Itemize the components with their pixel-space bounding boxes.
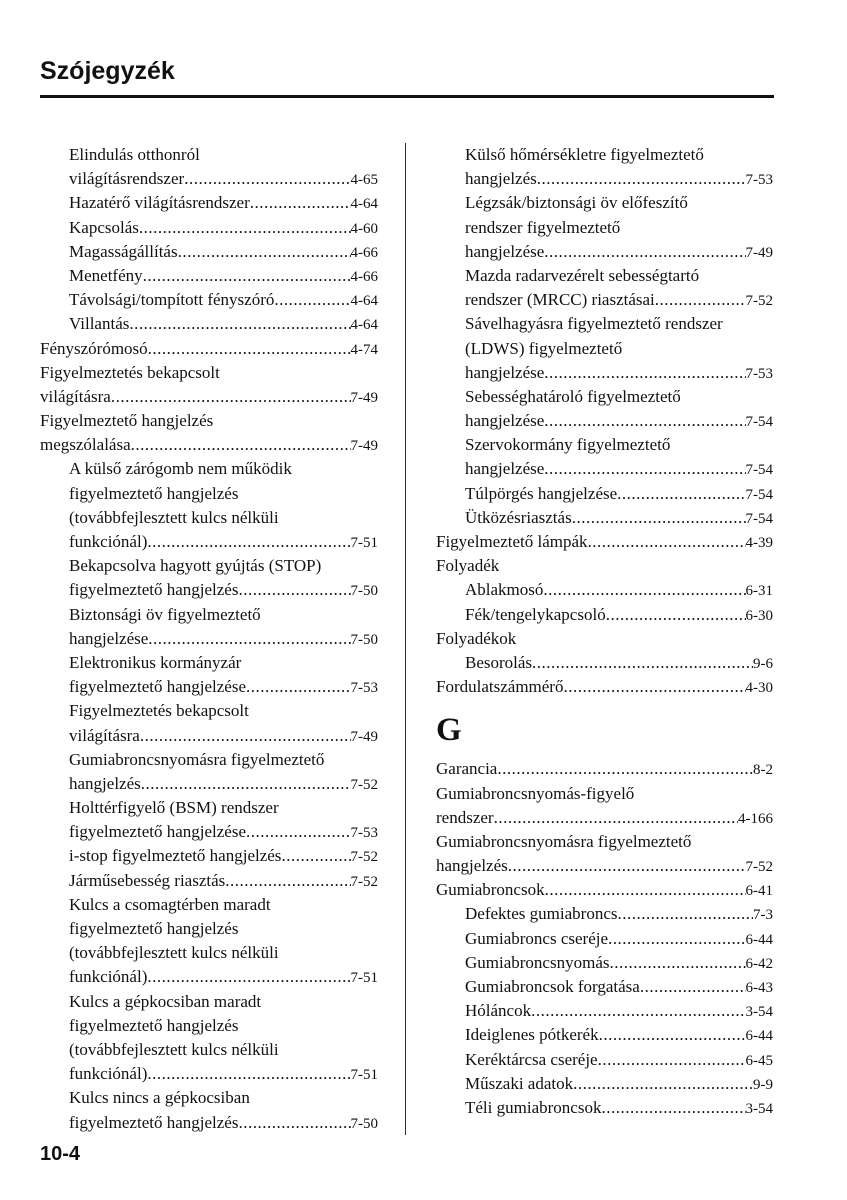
index-page-ref: 7-49 xyxy=(350,389,378,406)
index-page-ref: 8-2 xyxy=(753,762,773,779)
index-entry xyxy=(40,264,378,288)
dot-leader xyxy=(537,167,746,191)
index-entry-label: Fék/tengelykapcsoló xyxy=(465,604,606,624)
index-entry-label: figyelmeztető hangjelzés xyxy=(69,580,239,600)
index-entry-label: hangjelzése xyxy=(465,362,545,382)
index-page-ref: 7-49 xyxy=(350,438,378,455)
index-page-ref: 6-41 xyxy=(745,883,773,900)
index-page-ref: 7-51 xyxy=(350,970,378,987)
dot-leader xyxy=(129,312,350,336)
dot-leader xyxy=(147,1062,350,1086)
dot-leader xyxy=(598,1048,746,1072)
index-entry xyxy=(40,240,378,264)
index-page-ref: 7-49 xyxy=(745,244,773,261)
index-entry-line: figyelmeztető hangjelzés xyxy=(69,483,239,503)
index-entry xyxy=(436,806,773,830)
index-entry xyxy=(436,457,773,481)
index-entry xyxy=(436,675,773,699)
index-page-ref: 3-54 xyxy=(745,1100,773,1117)
index-entry-line: rendszer figyelmeztető xyxy=(465,217,621,237)
dot-leader xyxy=(608,927,745,951)
index-entry-label: rendszer xyxy=(436,807,494,827)
index-page-ref: 6-43 xyxy=(745,980,773,996)
dot-leader xyxy=(572,506,746,530)
index-entry-label: hangjelzés xyxy=(69,773,141,793)
index-entry xyxy=(436,506,773,530)
index-entry xyxy=(436,757,773,781)
index-entry-label: Besorolás xyxy=(465,652,533,672)
dot-leader xyxy=(545,878,746,902)
index-page-ref: 7-50 xyxy=(350,1115,378,1132)
section-letter: G xyxy=(436,712,462,749)
index-entry-line: Külső hőmérsékletre figyelmeztető xyxy=(465,145,704,164)
dot-leader xyxy=(147,530,350,554)
dot-leader xyxy=(544,361,745,385)
index-page-ref: 4-74 xyxy=(350,341,378,358)
index-entry xyxy=(436,902,773,926)
index-entry-label: Garancia xyxy=(436,759,498,779)
index-entry-label: funkciónál) xyxy=(69,967,148,987)
index-entry xyxy=(436,927,773,951)
dot-leader xyxy=(544,457,745,481)
dot-leader xyxy=(131,433,351,457)
dot-leader xyxy=(573,1072,753,1096)
index-page-ref: 4-64 xyxy=(350,317,378,334)
index-page-ref: 4-64 xyxy=(350,196,378,213)
index-entry-line: Légzsák/biztonsági öv előfeszítő xyxy=(465,193,688,213)
index-page-ref: 6-45 xyxy=(745,1052,773,1069)
index-page-ref: 3-54 xyxy=(745,1004,773,1021)
dot-leader xyxy=(225,869,350,893)
index-entry xyxy=(436,288,773,312)
dot-leader xyxy=(141,772,351,796)
index-entry xyxy=(40,578,378,602)
index-page-ref: 7-51 xyxy=(350,1067,378,1084)
index-entry xyxy=(436,167,773,191)
index-entry-line: Kulcs a gépkocsiban maradt xyxy=(69,991,262,1011)
index-entry-label: Villantás xyxy=(69,314,130,334)
index-entry xyxy=(436,651,773,675)
index-page-ref: 4-60 xyxy=(350,220,378,237)
index-page-ref: 6-44 xyxy=(745,931,773,948)
index-entry-label: Távolsági/tompított fényszóró xyxy=(69,290,275,310)
index-page-ref: 7-53 xyxy=(745,172,773,189)
index-entry xyxy=(436,361,773,385)
index-entry-label: hangjelzése xyxy=(465,241,545,261)
dot-leader xyxy=(606,603,746,627)
index-entry xyxy=(40,844,378,868)
index-page-ref: 6-31 xyxy=(745,583,773,600)
dot-leader xyxy=(601,1096,745,1120)
dot-leader xyxy=(544,409,745,433)
index-entry-label: Ideiglenes pótkerék xyxy=(465,1025,599,1045)
index-entry xyxy=(436,1096,773,1120)
index-entry xyxy=(40,312,378,336)
index-column-left xyxy=(40,143,378,1135)
index-entry-label: világításrendszer xyxy=(69,169,185,189)
index-entry-label: Ütközésriasztás xyxy=(465,507,572,527)
index-entry-label: Keréktárcsa cseréje xyxy=(465,1049,598,1069)
index-entry-line: Kulcs a csomagtérben maradt xyxy=(69,894,271,914)
index-entry-label: hangjelzése xyxy=(465,411,545,431)
index-page-ref: 4-166 xyxy=(738,810,773,827)
dot-leader xyxy=(617,902,753,926)
index-entry xyxy=(40,191,378,215)
dot-leader xyxy=(238,1111,350,1135)
dot-leader xyxy=(497,757,753,781)
index-entry-label: hangjelzés xyxy=(465,169,537,189)
dot-leader xyxy=(178,240,351,264)
index-page-ref: 7-52 xyxy=(350,849,378,866)
page-number: 10-4 xyxy=(40,1143,81,1165)
dot-leader xyxy=(640,975,746,999)
index-entry-label: világításra xyxy=(40,386,111,406)
index-entry xyxy=(40,167,378,191)
index-page-ref: 6-44 xyxy=(745,1028,773,1045)
index-page-ref: 7-52 xyxy=(745,859,773,876)
index-entry-label: i-stop figyelmeztető hangjelzés xyxy=(69,846,282,866)
index-entry xyxy=(40,288,378,312)
index-entry xyxy=(436,854,773,878)
index-entry-line: (továbbfejlesztett kulcs nélküli xyxy=(69,943,279,963)
index-entry-label: Műszaki adatok xyxy=(465,1073,574,1093)
index-page-ref: 7-50 xyxy=(350,631,378,648)
index-entry-label: Téli gumiabroncsok xyxy=(465,1097,602,1117)
index-entry-label: Gumiabroncs cseréje xyxy=(465,928,609,948)
dot-leader xyxy=(531,999,745,1023)
index-entry xyxy=(40,433,378,457)
index-entry-label: figyelmeztető hangjelzés xyxy=(69,1112,239,1132)
index-entry xyxy=(436,951,773,975)
index-page-ref: 4-64 xyxy=(350,293,378,310)
dot-leader xyxy=(238,578,350,602)
index-page-ref: 6-30 xyxy=(745,607,773,624)
index-entry xyxy=(436,578,773,602)
index-entry-label: figyelmeztető hangjelzése xyxy=(69,677,246,697)
index-entry-line: Elindulás otthonról xyxy=(69,145,200,164)
index-entry-label: Fordulatszámmérő xyxy=(436,677,564,697)
index-entry-line: Holttérfigyelő (BSM) rendszer xyxy=(69,798,279,818)
index-entry-label: Kapcsolás xyxy=(69,217,139,237)
index-entry-line: (továbbfejlesztett kulcs nélküli xyxy=(69,1039,279,1059)
index-entry xyxy=(436,530,773,554)
index-entry-line: Sebességhatároló figyelmeztető xyxy=(465,386,681,406)
index-entry xyxy=(40,627,378,651)
index-page-ref: 4-65 xyxy=(350,172,378,189)
index-entry-label: Túlpörgés hangjelzése xyxy=(465,483,618,503)
index-entry-label: Gumiabroncsok xyxy=(436,880,545,900)
index-entry-label: funkciónál) xyxy=(69,1064,148,1084)
index-page-ref: 7-54 xyxy=(745,486,773,503)
index-entry xyxy=(40,1062,378,1086)
index-entry xyxy=(40,820,378,844)
index-page-ref: 7-50 xyxy=(350,583,378,600)
index-entry xyxy=(40,869,378,893)
index-entry-label: Magasságállítás xyxy=(69,241,178,261)
dot-leader xyxy=(281,844,350,868)
index-page-ref: 7-54 xyxy=(745,462,773,479)
index-entry-line: A külső zárógomb nem működik xyxy=(69,459,292,479)
index-entry xyxy=(436,999,773,1023)
header-rule xyxy=(40,95,774,98)
dot-leader xyxy=(184,167,350,191)
index-entry xyxy=(40,1111,378,1135)
index-entry-line: Figyelmeztető hangjelzés xyxy=(40,411,214,431)
dot-leader xyxy=(246,820,351,844)
index-page-ref: 7-3 xyxy=(753,907,773,924)
index-entry-label: hangjelzés xyxy=(436,856,508,876)
index-entry xyxy=(436,975,773,999)
dot-leader xyxy=(250,191,351,215)
index-entry-line: figyelmeztető hangjelzés xyxy=(69,1015,239,1035)
index-entry-line: Figyelmeztetés bekapcsolt xyxy=(40,362,220,382)
dot-leader xyxy=(140,724,351,748)
index-entry xyxy=(40,216,378,240)
index-entry-line: Bekapcsolva hagyott gyújtás (STOP) xyxy=(69,556,322,576)
index-page-ref: 7-53 xyxy=(350,680,378,697)
index-entry-label: világításra xyxy=(69,725,140,745)
index-page-ref: 4-30 xyxy=(745,680,773,697)
dot-leader xyxy=(609,951,745,975)
index-entry-line: Mazda radarvezérelt sebességtartó xyxy=(465,265,700,285)
index-entry xyxy=(436,482,773,506)
index-entry-line: Gumiabroncsnyomásra figyelmeztető xyxy=(436,831,692,851)
dot-leader xyxy=(588,530,746,554)
index-entry-label: funkciónál) xyxy=(69,532,148,551)
index-entry xyxy=(40,385,378,409)
index-entry-label: Fényszórómosó xyxy=(40,338,148,358)
index-page-ref: 7-51 xyxy=(350,535,378,551)
dot-leader xyxy=(139,216,351,240)
index-entry xyxy=(436,603,773,627)
index-page-ref: 7-52 xyxy=(350,776,378,793)
dot-leader xyxy=(274,288,350,312)
dot-leader xyxy=(494,806,738,830)
index-page-ref: 7-49 xyxy=(350,728,378,745)
index-entry-label: hangjelzése xyxy=(69,628,149,648)
dot-leader xyxy=(532,651,753,675)
index-entry-label: Hóláncok xyxy=(465,1001,532,1021)
index-entry xyxy=(436,1048,773,1072)
index-entry xyxy=(436,1072,773,1096)
index-entry-line: Sávelhagyásra figyelmeztető rendszer xyxy=(465,314,723,334)
index-page-ref: 9-9 xyxy=(753,1076,773,1093)
dot-leader xyxy=(617,482,745,506)
index-entry-label: Figyelmeztető lámpák xyxy=(436,532,588,551)
index-entry-label: Gumiabroncsnyomás xyxy=(465,952,610,972)
index-page-ref: 7-53 xyxy=(350,825,378,842)
index-entry-line: Szervokormány figyelmeztető xyxy=(465,435,671,455)
index-entry-line: Gumiabroncsnyomás-figyelő xyxy=(436,783,635,803)
dot-leader xyxy=(508,854,746,878)
index-entry-line: Elektronikus kormányzár xyxy=(69,652,242,672)
index-entry-label: figyelmeztető hangjelzése xyxy=(69,822,246,842)
dot-leader xyxy=(148,337,351,361)
index-entry xyxy=(436,240,773,264)
index-entry-label: Defektes gumiabroncs xyxy=(465,904,618,924)
index-entry-label: Ablakmosó xyxy=(465,580,544,600)
index-entry xyxy=(40,772,378,796)
dot-leader xyxy=(147,965,350,989)
index-entry-line: Folyadék xyxy=(436,556,500,576)
index-entry-line: Kulcs nincs a gépkocsiban xyxy=(69,1088,250,1108)
index-page-ref: 4-39 xyxy=(745,535,773,551)
index-entry xyxy=(40,965,378,989)
dot-leader xyxy=(111,385,351,409)
column-divider xyxy=(405,143,406,1135)
index-entry-label: Járműsebesség riasztás xyxy=(69,870,226,890)
index-entry-line: Figyelmeztetés bekapcsolt xyxy=(69,701,249,721)
index-entry-label: rendszer (MRCC) riasztásai xyxy=(465,290,655,310)
dot-leader xyxy=(563,675,745,699)
index-entry-line: (LDWS) figyelmeztető xyxy=(465,338,623,358)
index-page-ref: 7-54 xyxy=(745,510,773,527)
dot-leader xyxy=(143,264,351,288)
dot-leader xyxy=(543,578,745,602)
index-entry-label: Menetfény xyxy=(69,265,143,285)
index-entry xyxy=(40,530,378,554)
index-entry xyxy=(436,878,773,902)
index-page-ref: 4-66 xyxy=(350,268,378,285)
index-entry xyxy=(40,675,378,699)
index-entry xyxy=(436,1023,773,1047)
dot-leader xyxy=(655,288,746,312)
dot-leader xyxy=(246,675,351,699)
index-page-ref: 6-42 xyxy=(745,955,773,972)
index-entry-line: Gumiabroncsnyomásra figyelmeztető xyxy=(69,749,325,769)
index-entry-line: Folyadékok xyxy=(436,628,517,648)
index-entry-label: megszólalása xyxy=(40,435,131,455)
index-entry-line: (továbbfejlesztett kulcs nélküli xyxy=(69,507,279,527)
index-page-ref: 7-52 xyxy=(350,873,378,890)
index-entry-label: Gumiabroncsok forgatása xyxy=(465,977,640,996)
index-entry-label: Hazatérő világításrendszer xyxy=(69,193,250,213)
page-title: Szójegyzék xyxy=(40,57,175,85)
index-entry-line: figyelmeztető hangjelzés xyxy=(69,919,239,938)
index-entry-label: hangjelzése xyxy=(465,459,545,479)
index-column-right xyxy=(436,143,773,1120)
dot-leader xyxy=(544,240,745,264)
dot-leader xyxy=(148,627,350,651)
index-page-ref: 7-54 xyxy=(745,414,773,431)
dot-leader xyxy=(599,1023,746,1047)
index-entry xyxy=(40,724,378,748)
index-page-ref: 4-66 xyxy=(350,244,378,261)
index-entry xyxy=(40,337,378,361)
index-page-ref: 9-6 xyxy=(753,655,773,672)
index-page-ref: 7-53 xyxy=(745,365,773,382)
index-entry xyxy=(436,409,773,433)
index-page-ref: 7-52 xyxy=(745,293,773,310)
index-entry-line: Biztonsági öv figyelmeztető xyxy=(69,604,261,624)
